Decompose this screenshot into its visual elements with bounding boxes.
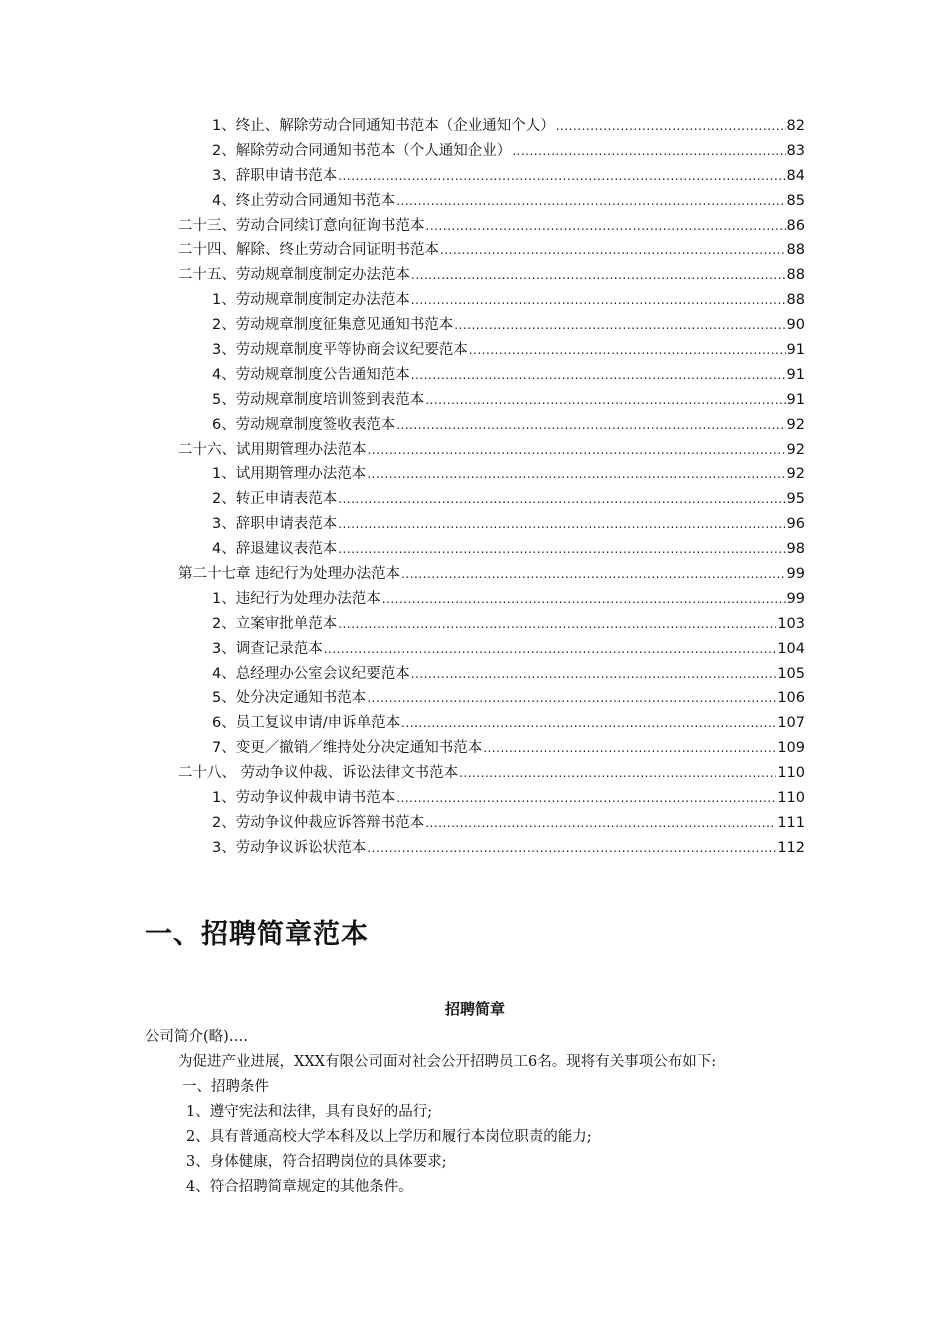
toc-entry[interactable] <box>0 662 950 687</box>
toc-leader-dots <box>483 736 776 761</box>
toc-entry-page: 96 <box>786 516 805 533</box>
toc-entry[interactable] <box>0 363 950 388</box>
toc-leader-dots <box>367 836 776 861</box>
condition-item: 2、具有普通高校大学本科及以上学历和履行本岗位职责的能力; <box>186 1129 592 1145</box>
toc-leader-dots <box>324 637 777 662</box>
toc-entry[interactable] <box>0 686 950 711</box>
toc-entry-title: 6、劳动规章制度签收表范本 <box>212 416 396 433</box>
toc-entry[interactable] <box>0 587 950 612</box>
toc-leader-dots <box>338 612 776 637</box>
toc-entry-title: 1、劳动争议仲裁申请书范本 <box>212 790 396 807</box>
toc-entry[interactable] <box>0 189 950 214</box>
toc-entry-title: 6、员工复议申请/申诉单范本 <box>212 715 401 732</box>
toc-leader-dots <box>425 388 785 413</box>
toc-entry[interactable] <box>0 487 950 512</box>
toc-entry-title: 3、辞职申请书范本 <box>212 167 338 184</box>
toc-entry[interactable] <box>0 438 950 463</box>
toc-entry-title: 4、辞退建议表范本 <box>212 541 338 558</box>
toc-entry-page: 109 <box>777 740 805 757</box>
toc-leader-dots <box>401 711 776 736</box>
toc-entry-title: 7、变更／撤销／维持处分决定通知书范本 <box>212 740 483 757</box>
toc-entry[interactable] <box>0 288 950 313</box>
toc-entry-page: 105 <box>777 665 805 682</box>
toc-entry-page: 95 <box>786 491 805 508</box>
toc-entry-title: 第二十七章 违纪行为处理办法范本 <box>178 566 401 583</box>
toc-entry[interactable] <box>0 139 950 164</box>
toc-entry-title: 2、解除劳动合同通知书范本（个人通知企业） <box>212 142 512 159</box>
toc-leader-dots <box>338 537 785 562</box>
toc-entry-page: 92 <box>786 441 805 458</box>
toc-entry-page: 112 <box>777 839 805 856</box>
toc-entry[interactable] <box>0 736 950 761</box>
toc-leader-dots <box>367 686 776 711</box>
toc-entry-page: 110 <box>777 765 805 782</box>
toc-entry[interactable] <box>0 413 950 438</box>
toc-entry-title: 二十四、解除、终止劳动合同证明书范本 <box>178 242 439 259</box>
toc-entry[interactable] <box>0 164 950 189</box>
toc-entry-title: 3、辞职申请表范本 <box>212 516 338 533</box>
toc-leader-dots <box>469 338 786 363</box>
toc-entry-title: 二十八、 劳动争议仲裁、诉讼法律文书范本 <box>178 765 459 782</box>
toc-entry-title: 2、劳动争议仲裁应诉答辩书范本 <box>212 814 425 831</box>
toc-leader-dots <box>401 562 785 587</box>
toc-entry-title: 二十三、劳动合同续订意向征询书范本 <box>178 217 425 234</box>
toc-leader-dots <box>367 462 785 487</box>
toc-entry[interactable] <box>0 462 950 487</box>
toc-entry-page: 85 <box>786 192 805 209</box>
toc-entry-page: 99 <box>786 590 805 607</box>
toc-entry[interactable] <box>0 263 950 288</box>
toc-entry-page: 110 <box>777 790 805 807</box>
toc-entry-page: 92 <box>786 466 805 483</box>
toc-entry-page: 86 <box>786 217 805 234</box>
toc-entry[interactable] <box>0 786 950 811</box>
toc-entry-page: 92 <box>786 416 805 433</box>
toc-entry-title: 4、总经理办公室会议纪要范本 <box>212 665 410 682</box>
toc-entry[interactable] <box>0 338 950 363</box>
toc-entry-page: 88 <box>786 292 805 309</box>
toc-entry-page: 98 <box>786 541 805 558</box>
toc-entry-page: 103 <box>777 615 805 632</box>
toc-leader-dots <box>396 189 785 214</box>
toc-entry-title: 4、劳动规章制度公告通知范本 <box>212 366 410 383</box>
table-of-contents <box>0 114 950 861</box>
toc-entry[interactable] <box>0 238 950 263</box>
toc-leader-dots <box>440 238 786 263</box>
toc-entry[interactable] <box>0 537 950 562</box>
toc-entry[interactable] <box>0 811 950 836</box>
toc-leader-dots <box>556 114 786 139</box>
toc-entry[interactable] <box>0 388 950 413</box>
toc-entry-page: 90 <box>786 317 805 334</box>
toc-entry[interactable] <box>0 612 950 637</box>
toc-entry-page: 82 <box>786 118 805 134</box>
toc-leader-dots <box>512 139 785 164</box>
toc-entry-title: 5、处分决定通知书范本 <box>212 690 367 707</box>
toc-entry[interactable] <box>0 214 950 239</box>
toc-entry-title: 4、终止劳动合同通知书范本 <box>212 192 396 209</box>
toc-entry[interactable] <box>0 562 950 587</box>
toc-leader-dots <box>396 413 785 438</box>
toc-entry-page: 106 <box>777 690 805 707</box>
company-intro: 公司简介(略)…. <box>145 1029 248 1045</box>
toc-entry-page: 91 <box>786 366 805 383</box>
condition-item: 4、符合招聘简章规定的其他条件。 <box>186 1179 413 1195</box>
toc-entry[interactable] <box>0 711 950 736</box>
toc-entry-title: 2、立案审批单范本 <box>212 615 338 632</box>
toc-leader-dots <box>382 587 786 612</box>
toc-entry-title: 3、劳动规章制度平等协商会议纪要范本 <box>212 342 468 359</box>
toc-entry-page: 88 <box>786 267 805 284</box>
toc-entry[interactable] <box>0 761 950 786</box>
toc-entry-page: 107 <box>777 715 805 732</box>
sub-heading: 一、招聘条件 <box>182 1079 269 1095</box>
toc-entry-page: 99 <box>786 566 805 583</box>
toc-entry-page: 104 <box>777 640 805 657</box>
toc-entry-title: 二十六、试用期管理办法范本 <box>178 441 367 458</box>
toc-leader-dots <box>338 512 785 537</box>
section-heading: 一、招聘简章范本 <box>145 919 369 950</box>
toc-entry-title: 3、劳动争议诉讼状范本 <box>212 839 367 856</box>
document-title: 招聘简章 <box>444 1000 505 1018</box>
condition-item: 1、遵守宪法和法律，具有良好的品行; <box>186 1104 433 1120</box>
toc-leader-dots <box>425 811 776 836</box>
toc-entry-title: 1、劳动规章制度制定办法范本 <box>212 292 410 309</box>
lead-paragraph: 为促进产业进展，XXX有限公司面对社会公开招聘员工6名。现将有关事项公布如下: <box>178 1054 717 1070</box>
toc-entry-page: 83 <box>786 142 805 159</box>
toc-entry-title: 1、违纪行为处理办法范本 <box>212 590 381 607</box>
toc-entry-title: 5、劳动规章制度培训签到表范本 <box>212 391 425 408</box>
toc-entry-title: 2、劳动规章制度征集意见通知书范本 <box>212 317 454 334</box>
toc-leader-dots <box>411 263 786 288</box>
toc-entry-page: 91 <box>786 342 805 359</box>
toc-entry-page: 91 <box>786 391 805 408</box>
toc-leader-dots <box>396 786 776 811</box>
toc-entry-page: 88 <box>786 242 805 259</box>
toc-leader-dots <box>454 313 785 338</box>
toc-entry[interactable] <box>0 114 950 139</box>
toc-leader-dots <box>411 662 777 687</box>
toc-leader-dots <box>411 363 786 388</box>
toc-entry-title: 2、转正申请表范本 <box>212 491 338 508</box>
toc-entry[interactable] <box>0 836 950 861</box>
condition-item: 3、身体健康，符合招聘岗位的具体要求; <box>186 1154 447 1170</box>
toc-entry-page: 111 <box>777 814 805 831</box>
toc-entry[interactable] <box>0 313 950 338</box>
toc-entry[interactable] <box>0 637 950 662</box>
toc-entry-page: 84 <box>786 167 805 184</box>
toc-entry-title: 3、调查记录范本 <box>212 640 323 657</box>
toc-entry-title: 1、终止、解除劳动合同通知书范本（企业通知个人） <box>212 118 555 134</box>
toc-entry-title: 二十五、劳动规章制度制定办法范本 <box>178 267 410 284</box>
toc-leader-dots <box>338 164 785 189</box>
toc-entry-title: 1、试用期管理办法范本 <box>212 466 367 483</box>
toc-leader-dots <box>411 288 786 313</box>
toc-leader-dots <box>338 487 785 512</box>
toc-leader-dots <box>368 438 786 463</box>
toc-leader-dots <box>459 761 776 786</box>
toc-entry[interactable] <box>0 512 950 537</box>
toc-leader-dots <box>426 214 786 239</box>
